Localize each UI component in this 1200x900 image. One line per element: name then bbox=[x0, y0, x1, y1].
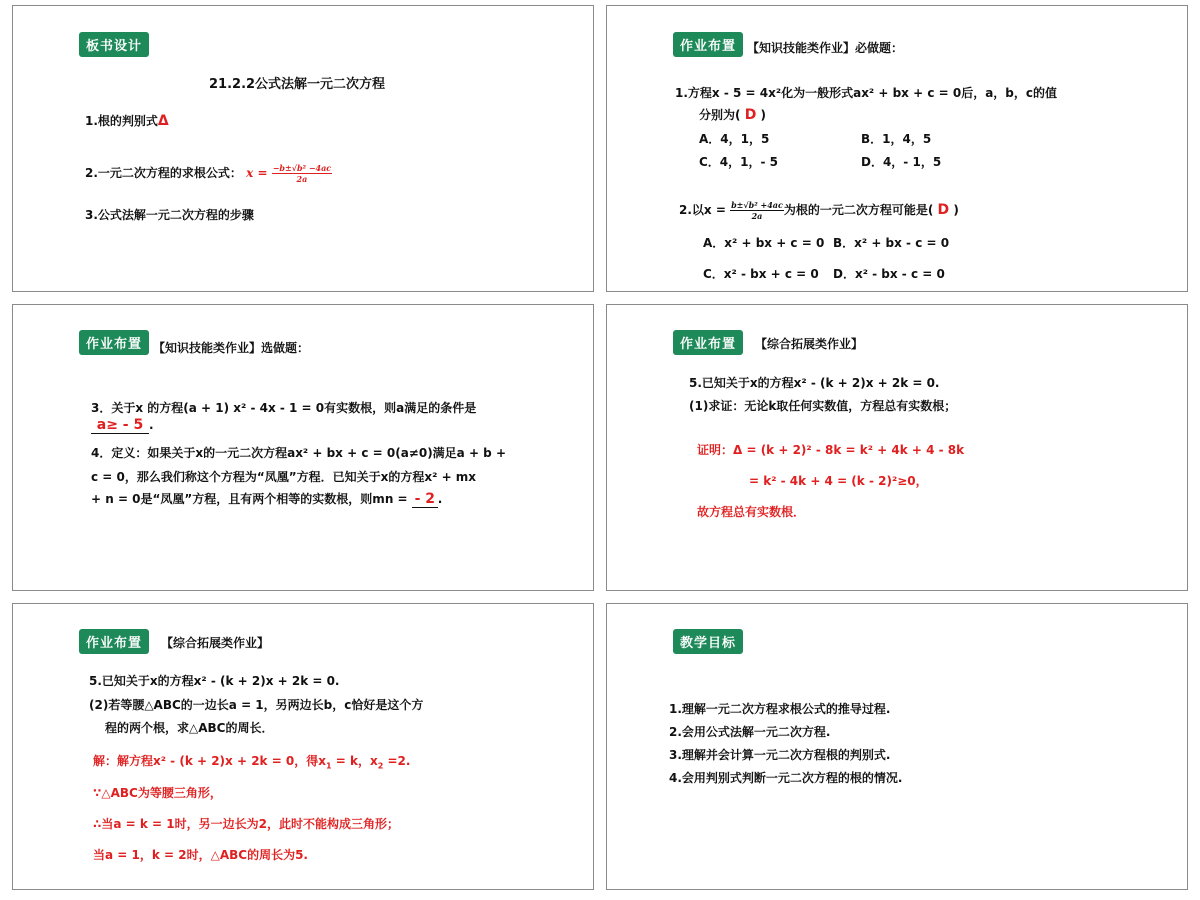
solution-1-mid: = k，x bbox=[331, 754, 378, 768]
q4-end: . bbox=[437, 492, 443, 506]
section-tag: 作业布置 bbox=[79, 330, 149, 355]
section-tag: 作业布置 bbox=[673, 32, 743, 57]
solution-1-text: 解：解方程x² - (k + 2)x + 2k = 0，得x bbox=[93, 754, 327, 768]
question-2 bbox=[679, 200, 959, 221]
q2-option-c: C．x² - bx + c = 0 bbox=[703, 267, 819, 281]
section-heading: 【知识技能类作业】必做题： bbox=[747, 41, 904, 55]
question-5-part-2-line1: (2)若等腰△ABC的一边长a = 1，另两边长b，c恰好是这个方 bbox=[89, 698, 424, 712]
item-2-text: 2.一元二次方程的求根公式： bbox=[85, 166, 242, 180]
question-4-line1: 4．定义：如果关于x的一元二次方程ax² + bx + c = 0(a≠0)满足a + b + bbox=[91, 446, 507, 460]
q1-option-c: C．4，1，- 5 bbox=[699, 155, 779, 169]
q2-formula-numerator: b±√b² +4ac bbox=[731, 200, 783, 210]
proof-line-1: 证明：Δ = (k + 2)² - 8k = k² + 4k + 4 - 8k bbox=[697, 443, 965, 457]
q2-text: 为根的一元二次方程可能是( bbox=[783, 203, 934, 217]
section-heading: 【综合拓展类作业】 bbox=[755, 337, 864, 351]
q2-answer: D bbox=[937, 202, 950, 218]
proof-line-3: 故方程总有实数根． bbox=[697, 505, 806, 519]
item-1 bbox=[85, 112, 169, 129]
section-tag: 教学目标 bbox=[673, 629, 743, 654]
solution-1-end: =2. bbox=[383, 754, 411, 768]
question-5: 5.已知关于x的方程x² - (k + 2)x + 2k = 0. bbox=[689, 376, 940, 390]
q2-close: ) bbox=[953, 203, 959, 217]
q2-prefix: 2.以x = bbox=[679, 203, 726, 217]
slide-homework-required[interactable] bbox=[606, 5, 1188, 292]
goal-1: 1.理解一元二次方程求根公式的推导过程. bbox=[669, 702, 891, 716]
question-4-line2: c = 0，那么我们称这个方程为“凤凰”方程．已知关于x的方程x² + mx bbox=[91, 470, 477, 484]
section-tag: 板书设计 bbox=[79, 32, 149, 57]
q2-option-a: A．x² + bx + c = 0 bbox=[703, 236, 825, 250]
proof-line-2: = k² - 4k + 4 = (k - 2)²≥0， bbox=[749, 474, 928, 488]
slide-title: 21.2.2公式法解一元二次方程 bbox=[209, 77, 386, 92]
slide-homework-optional[interactable] bbox=[12, 304, 594, 591]
q2-option-d: D．x² - bx - c = 0 bbox=[833, 267, 945, 281]
q1-option-d: D．4，- 1，5 bbox=[861, 155, 942, 169]
q2-formula bbox=[730, 200, 784, 221]
question-5-part-1: (1)求证：无论k取任何实数值，方程总有实数根； bbox=[689, 399, 957, 413]
slide-board-design[interactable] bbox=[12, 5, 594, 292]
question-5-part-2-line2: 程的两个根，求△ABC的周长． bbox=[105, 721, 274, 735]
question-3-line2 bbox=[91, 417, 154, 434]
solution-line-1 bbox=[93, 752, 410, 770]
q1-suffix: ) bbox=[760, 108, 766, 122]
goal-4: 4.会用判别式判断一元二次方程的根的情况. bbox=[669, 771, 903, 785]
goal-2: 2.会用公式法解一元二次方程. bbox=[669, 725, 831, 739]
subscript-2: 2 bbox=[377, 761, 384, 771]
subscript-1: 1 bbox=[326, 761, 332, 771]
root-formula-numerator: −b±√b² −4ac bbox=[272, 163, 332, 173]
q2-formula-denominator: 2a bbox=[751, 211, 763, 221]
question-1-line2 bbox=[699, 106, 766, 123]
question-5: 5.已知关于x的方程x² - (k + 2)x + 2k = 0. bbox=[89, 674, 340, 688]
section-tag: 作业布置 bbox=[79, 629, 149, 654]
question-3-line1: 3．关于x 的方程(a + 1) x² - 4x - 1 = 0有实数根，则a满足的条件是 bbox=[91, 401, 477, 415]
question-1-line1: 1.方程x - 5 = 4x²化为一般形式ax² + bx + c = 0后，a，b，c的值 bbox=[675, 86, 1058, 100]
item-2 bbox=[85, 163, 332, 184]
slide-homework-extension-2[interactable] bbox=[12, 603, 594, 890]
q1-option-b: B．1，4，5 bbox=[861, 132, 932, 146]
q1-option-a: A．4，1，5 bbox=[699, 132, 770, 146]
solution-line-3: ∴当a = k = 1时，另一边长为2，此时不能构成三角形； bbox=[93, 817, 399, 831]
slide-homework-extension-1[interactable] bbox=[606, 304, 1188, 591]
item-1-text: 1.根的判别式 bbox=[85, 114, 158, 128]
section-tag: 作业布置 bbox=[673, 330, 743, 355]
q1-answer: D bbox=[744, 107, 757, 123]
q2-option-b: B．x² + bx - c = 0 bbox=[833, 236, 950, 250]
delta-symbol: Δ bbox=[157, 113, 169, 129]
goal-3: 3.理解并会计算一元二次方程根的判别式. bbox=[669, 748, 891, 762]
section-heading: 【知识技能类作业】选做题： bbox=[153, 341, 310, 355]
item-3: 3.公式法解一元二次方程的步骤 bbox=[85, 208, 254, 222]
q4-answer-blank: - 2 bbox=[412, 491, 438, 508]
solution-line-2: ∵△ABC为等腰三角形， bbox=[93, 786, 222, 800]
q1-prefix: 分别为( bbox=[699, 108, 741, 122]
formula-x: x = bbox=[246, 166, 268, 180]
section-heading: 【综合拓展类作业】 bbox=[161, 636, 270, 650]
q4-text: + n = 0是“凤凰”方程，且有两个相等的实数根，则mn = bbox=[91, 492, 408, 506]
slide-teaching-goals[interactable] bbox=[606, 603, 1188, 890]
solution-line-4: 当a = 1，k = 2时，△ABC的周长为5. bbox=[93, 848, 308, 862]
q3-answer-blank: a≥ - 5 bbox=[91, 417, 149, 434]
question-4-line3 bbox=[91, 490, 442, 508]
root-formula bbox=[272, 163, 332, 184]
q3-end: . bbox=[149, 418, 154, 432]
root-formula-denominator: 2a bbox=[296, 174, 308, 184]
